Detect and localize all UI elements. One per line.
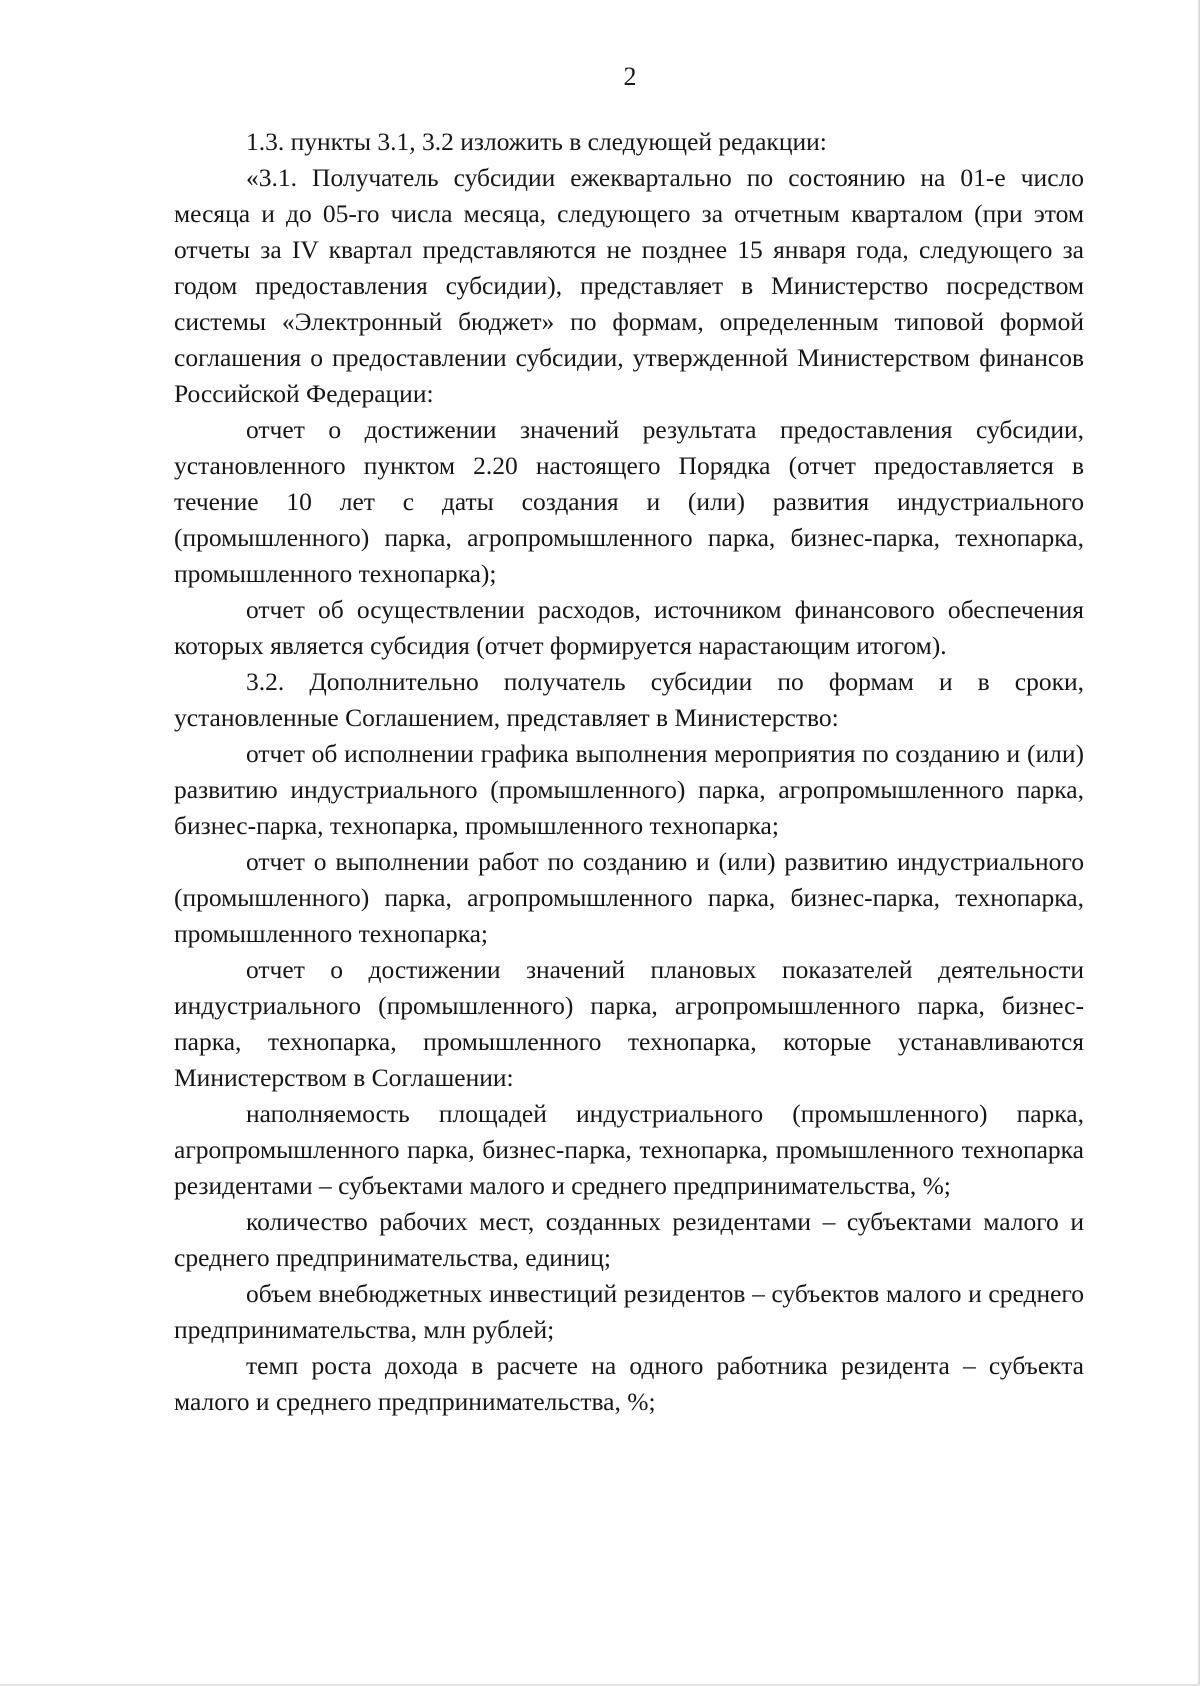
indicator-income-growth: темп роста дохода в расчете на одного работника резидента – субъекта малого и среднего предпринимательства, %; bbox=[174, 1351, 1084, 1416]
indicator-occupancy: наполняемость площадей индустриального (промышленного) парка, агропромышленного парка, бизнес-парка, технопарка, промышленного технопарка резидентами – субъектами малого и среднего предпринимательства, %; bbox=[174, 1099, 1084, 1200]
document-body bbox=[174, 124, 1084, 1420]
paragraph-3-2: 3.2. Дополнительно получатель субсидии по формам и в сроки, установленные Соглашением, представляет в Министерство: bbox=[174, 667, 1084, 732]
indicator-investments: объем внебюджетных инвестиций резидентов – субъектов малого и среднего предпринимательства, млн рублей; bbox=[174, 1279, 1084, 1344]
report-item-works: отчет о выполнении работ по созданию и (или) развитию индустриального (промышленного) парка, агропромышленного парка, бизнес-парка, технопарка, промышленного технопарка; bbox=[174, 847, 1084, 948]
paragraph-1-3: 1.3. пункты 3.1, 3.2 изложить в следующей редакции: bbox=[246, 127, 827, 156]
report-item-result-values: отчет о достижении значений результата предоставления субсидии, установленного пунктом 2.20 настоящего Порядка (отчет предоставляется в течение 10 лет с даты создания и (или) развития индустриального (промышленного) парка, агропромышленного парка, бизнес-парка, технопарка, промышленного технопарка); bbox=[174, 415, 1084, 588]
paragraph-3-1: «3.1. Получатель субсидии ежеквартально по состоянию на 01-е число месяца и до 05-го числа месяца, следующего за отчетным кварталом (при этом отчеты за IV квартал представляются не позднее 15 января года, следующего за годом предоставления субсидии), представляет в Министерство посредством системы «Электронный бюджет» по формам, определенным типовой формой соглашения о предоставлении субсидии, утвержденной Министерством финансов Российской Федерации: bbox=[174, 163, 1084, 408]
report-item-planned-indicators: отчет о достижении значений плановых показателей деятельности индустриального (промышленного) парка, агропромышленного парка, бизнес-парка, технопарка, промышленного технопарка, которые устанавливаются Министерством в Соглашении: bbox=[174, 955, 1084, 1092]
report-item-expenses: отчет об осуществлении расходов, источником финансового обеспечения которых является субсидия (отчет формируется нарастающим итогом). bbox=[174, 595, 1084, 660]
indicator-jobs: количество рабочих мест, созданных резидентами – субъектами малого и среднего предпринимательства, единиц; bbox=[174, 1207, 1084, 1272]
report-item-schedule: отчет об исполнении графика выполнения мероприятия по созданию и (или) развитию индустриального (промышленного) парка, агропромышленного парка, бизнес-парка, технопарка, промышленного технопарка; bbox=[174, 739, 1084, 840]
page-number: 2 bbox=[623, 62, 637, 91]
